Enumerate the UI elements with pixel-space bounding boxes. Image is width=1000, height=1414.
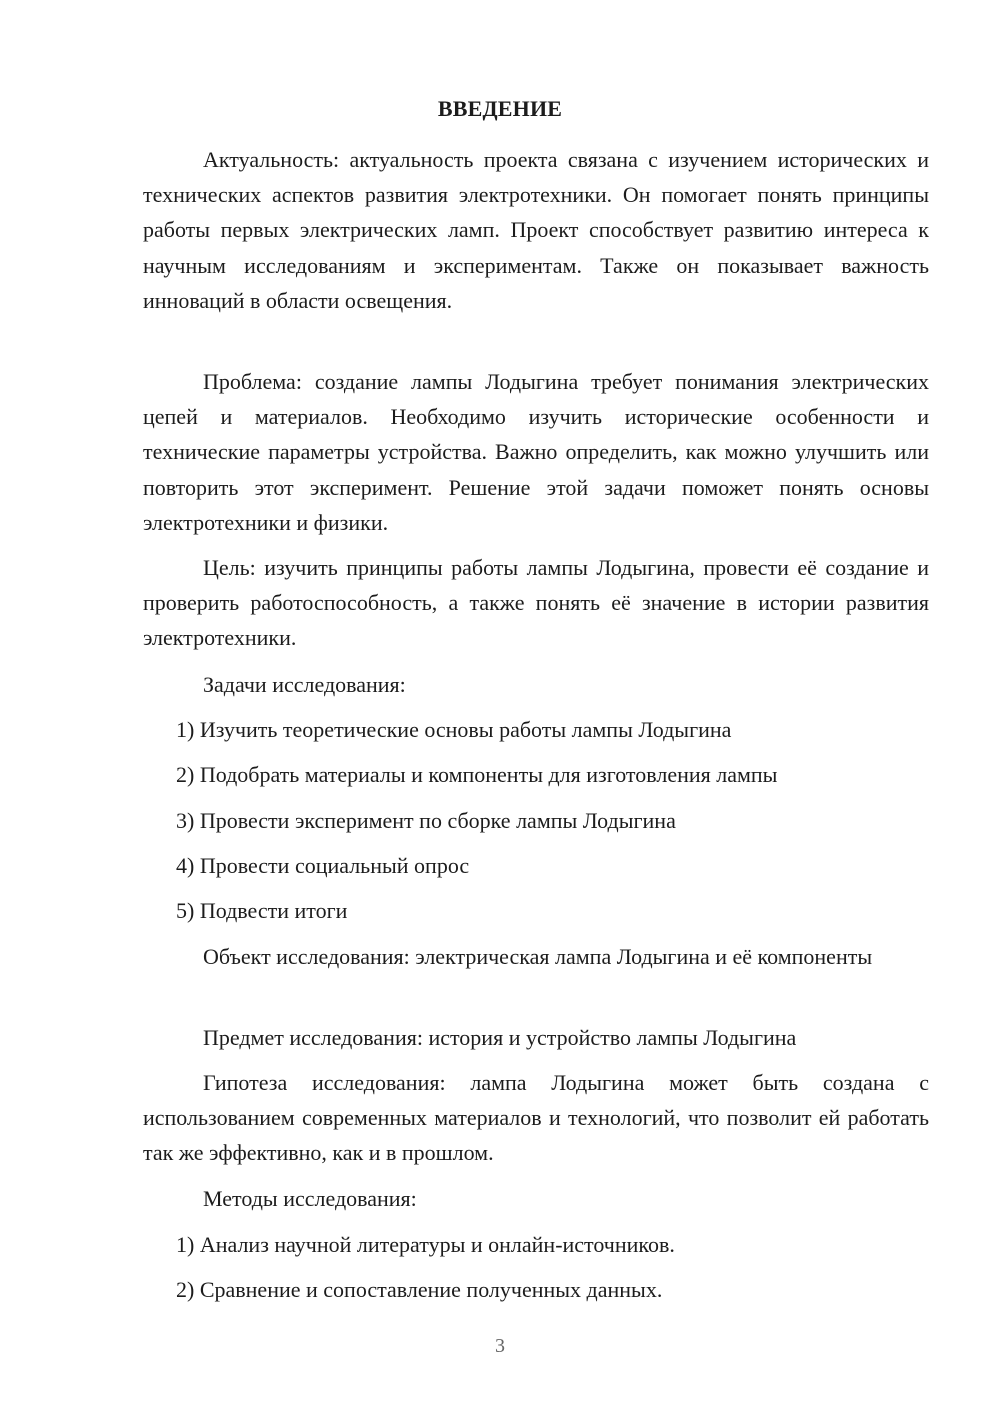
task-item: 2) Подобрать материалы и компоненты для изготовления лампы (176, 762, 778, 787)
task-item: 4) Провести социальный опрос (176, 853, 470, 878)
section-title: ВВЕДЕНИЕ (437, 96, 563, 121)
methods-heading: Методы исследования: (203, 1186, 417, 1211)
task-item: 5) Подвести итоги (176, 898, 348, 923)
paragraph-problem: Проблема: создание лампы Лодыгина требует понимания электрических цепей и материалов. Необходимо изучить исторические особенности и технические параметры устройства. Важно определить, как можно улучшить или повторить этот эксперимент. Решение этой задачи поможет понять основы электротехники и физики. (143, 369, 929, 535)
paragraph-object: Объект исследования: электрическая лампа Лодыгина и её компоненты (203, 944, 873, 969)
task-item: 1) Изучить теоретические основы работы лампы Лодыгина (176, 717, 732, 742)
paragraph-relevance: Актуальность: актуальность проекта связана с изучением исторических и технических аспектов развития электротехники. Он помогает понять принципы работы первых электрических ламп. Проект способствует развитию интереса к научным исследованиям и экспериментам. Также он показывает важность инноваций в области освещения. (143, 147, 929, 313)
task-item: 3) Провести эксперимент по сборке лампы Лодыгина (176, 808, 676, 833)
page-number: 3 (495, 1335, 505, 1357)
method-item: 1) Анализ научной литературы и онлайн-источников. (176, 1232, 675, 1257)
paragraph-goal: Цель: изучить принципы работы лампы Лодыгина, провести её создание и проверить работоспособность, а также понять её значение в истории развития электротехники. (143, 555, 929, 651)
method-item: 2) Сравнение и сопоставление полученных данных. (176, 1277, 663, 1302)
paragraph-hypothesis: Гипотеза исследования: лампа Лодыгина может быть создана с использованием современных материалов и технологий, что позволит ей работать так же эффективно, как и в прошлом. (143, 1070, 929, 1166)
paragraph-subject: Предмет исследования: история и устройство лампы Лодыгина (203, 1025, 797, 1050)
tasks-heading: Задачи исследования: (203, 672, 406, 697)
